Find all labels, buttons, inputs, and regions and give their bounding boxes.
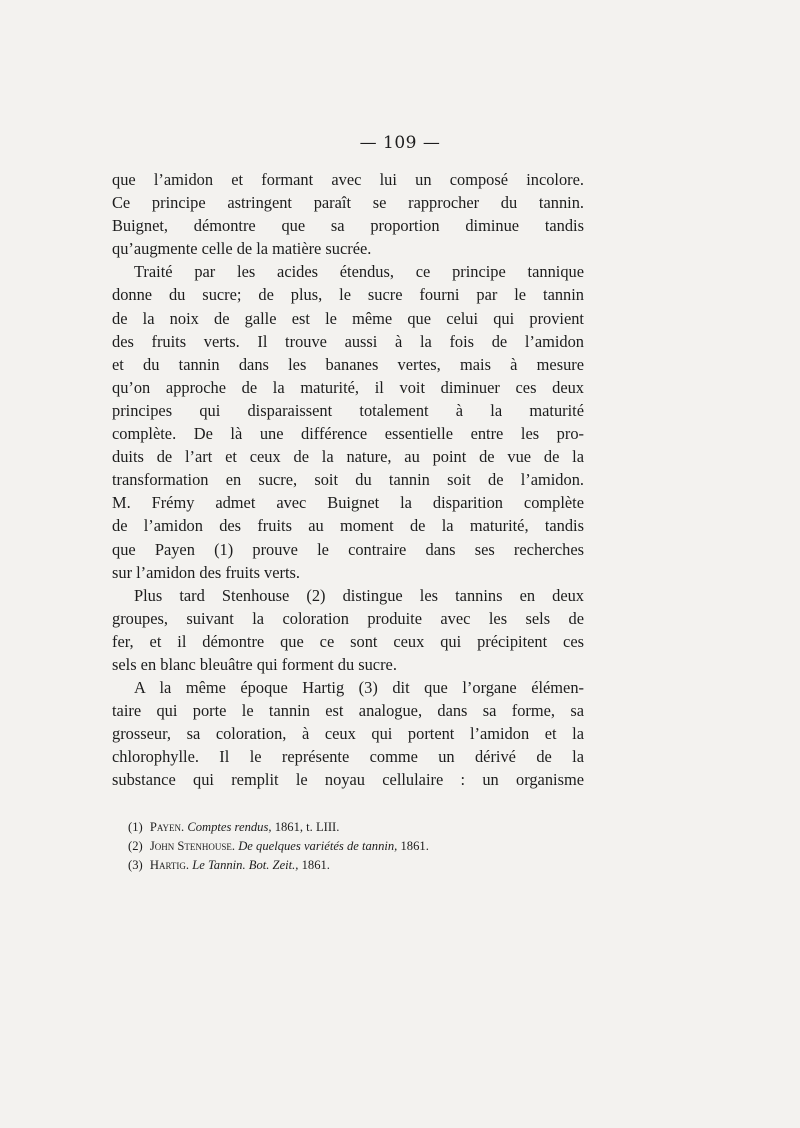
footnotes xyxy=(128,818,568,875)
text-line: des fruits verts. Il trouve aussi à la fois de l’amidon xyxy=(112,331,584,351)
text-line: taire qui porte le tannin est analogue, dans sa forme, sa xyxy=(112,701,584,721)
footnote-title: Le Tannin. Bot. Zeit., xyxy=(192,858,299,872)
text-line: qu’on approche de la maturité, il voit diminuer ces deux xyxy=(112,377,584,397)
text-line: Buignet, démontre que sa proportion diminue tandis xyxy=(112,216,584,236)
text-line: Plus tard Stenhouse (2) distingue les tannins en deux xyxy=(134,585,584,605)
text-line: Traité par les acides étendus, ce principe tannique xyxy=(134,262,584,282)
text-line: donne du sucre; de plus, le sucre fourni par le tannin xyxy=(112,285,584,305)
text-line: M. Frémy admet avec Buignet la disparition complète xyxy=(112,493,584,513)
footnote-title: Comptes rendus, xyxy=(187,820,272,834)
text-line: que l’amidon et formant avec lui un composé incolore. xyxy=(112,170,584,189)
footnote-number: (3) xyxy=(128,858,143,872)
text-line: A la même époque Hartig (3) dit que l’organe élémen- xyxy=(134,678,584,698)
text-line: substance qui remplit le noyau cellulaire : un organisme xyxy=(112,770,584,790)
footnote xyxy=(128,837,568,856)
text-line: grosseur, sa coloration, à ceux qui portent l’amidon et la xyxy=(112,724,584,744)
text-line: fer, et il démontre que ce sont ceux qui précipitent ces xyxy=(112,631,584,651)
text-line: et du tannin dans les bananes vertes, mais à mesure xyxy=(112,354,584,374)
text-line: qu’augmente celle de la matière sucrée. xyxy=(112,239,372,259)
text-line: Ce principe astringent paraît se rapprocher du tannin. xyxy=(112,193,584,213)
footnote-title: De quelques variétés de tannin, xyxy=(238,839,398,853)
text-line: complète. De là une différence essentielle entre les pro- xyxy=(112,424,584,444)
footnote-details: 1861. xyxy=(301,858,330,872)
footnote-author: John Stenhouse. xyxy=(149,839,236,853)
text-line: de l’amidon des fruits au moment de la maturité, tandis xyxy=(112,516,584,536)
text-line: groupes, suivant la coloration produite avec les sels de xyxy=(112,608,584,628)
text-line: sels en blanc bleuâtre qui forment du sucre. xyxy=(112,654,397,674)
text-line: chlorophylle. Il le représente comme un dérivé de la xyxy=(112,747,584,767)
body-text xyxy=(112,168,584,792)
footnote-author: Payen. xyxy=(149,820,185,834)
footnote xyxy=(128,856,568,875)
page-number: — 109 — xyxy=(359,133,441,153)
text-line: que Payen (1) prouve le contraire dans ses recherches xyxy=(112,539,584,559)
footnote-number: (2) xyxy=(128,839,143,853)
text-line: transformation en sucre, soit du tannin soit de l’amidon. xyxy=(112,470,584,490)
footnote-details: 1861. xyxy=(400,839,429,853)
footnote-details: 1861, t. LIII. xyxy=(274,820,340,834)
footnote xyxy=(128,818,568,837)
footnote-number: (1) xyxy=(128,820,143,834)
text-line: de la noix de galle est le même que celui qui provient xyxy=(112,308,584,328)
footnote-author: Hartig. xyxy=(149,858,190,872)
text-line: duits de l’art et ceux de la nature, au point de vue de la xyxy=(112,447,584,467)
text-line: principes qui disparaissent totalement à la maturité xyxy=(112,400,584,420)
text-line: sur l’amidon des fruits verts. xyxy=(112,562,301,582)
